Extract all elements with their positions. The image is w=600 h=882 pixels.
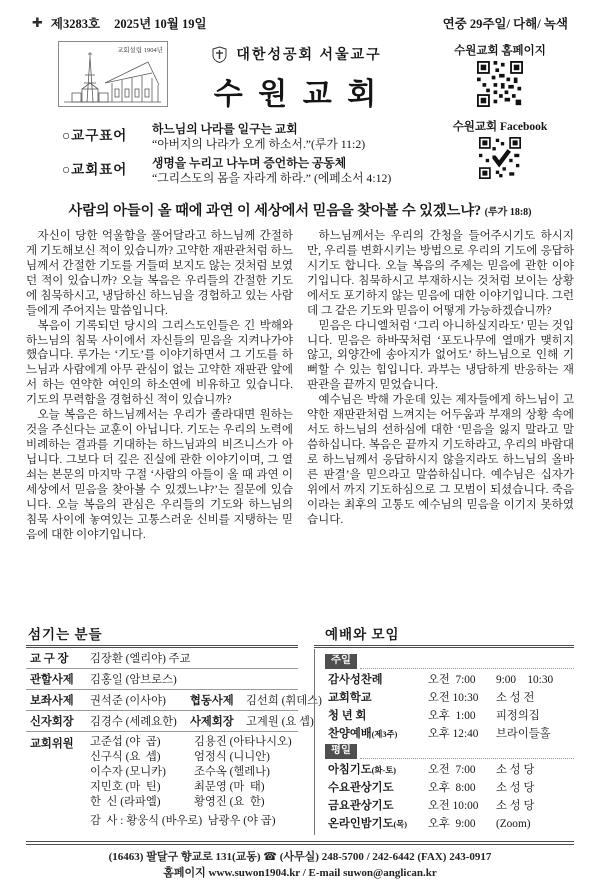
committee-member: 최문영 (마 태) <box>194 780 265 793</box>
role-label: 협동사제 <box>190 694 234 707</box>
facebook-qr-block <box>426 118 574 179</box>
weekday-badge: 평일 <box>325 744 357 759</box>
liturgical-season: 연중 29주일/ 다해/ 녹색 <box>442 17 568 31</box>
worship-title: 예배와 모임 <box>314 623 574 648</box>
role-value: 김선희 (휘데스) <box>246 694 322 707</box>
sunday-badge: 주일 <box>325 654 357 669</box>
weekday-badge-row <box>325 744 574 759</box>
role-value: 김장환 (엘리야) 주교 <box>90 652 191 665</box>
role-value: 김경수 (세례요한) <box>90 715 177 728</box>
homepage-qr-code-icon <box>477 61 523 107</box>
sermon-left-column <box>26 229 293 621</box>
committee-member: 이수자 (모니카) <box>90 765 166 778</box>
sermon-right-column <box>307 229 574 621</box>
footer-phone: (사무실) 248-5700 / 242-6442 (FAX) 243-0917 <box>279 850 492 863</box>
worship-name: 온라인밤기도(목) <box>328 817 408 830</box>
church-slogan-verse: “그리스도의 몸을 자라게 하라.” (에페소서 4:12) <box>152 171 392 186</box>
dotted-divider <box>360 657 574 669</box>
paragraph: 복음이 기록되던 당시의 그리스도인들은 긴 박해와 하느님의 침묵 사이에서 자신들의 믿음을 지켜나가야 했습니다. 루가는 ‘기도’를 이야기하면서 그 기도를 하느님과 사람에게 아무 관심이 없는 고약한 재판관 앞에서 하는 연약한 여인의 하소연에 비유하고 있습니다. 기도의 무력함을 경험하신 적이 있습니까? <box>26 319 293 407</box>
worship-name: 금요관상기도 <box>328 799 394 812</box>
footer-address-line <box>26 849 574 866</box>
diocese-slogan-headline: 하느님의 나라를 일구는 교회 <box>152 122 298 136</box>
facebook-qr-label: 수원교회 Facebook <box>452 121 548 133</box>
church-slogan-label: ○교회표어 <box>62 162 128 178</box>
committee-member: 지민호 (마 틴) <box>90 780 161 793</box>
worship-place: 소 성 전 <box>496 691 535 704</box>
church-name: 수 원 교 회 <box>213 78 381 111</box>
footer-address: (16463) 팔달구 향교로 131(교동) <box>108 850 261 863</box>
masthead <box>26 41 574 191</box>
worship-place: (Zoom) <box>496 817 531 830</box>
committee-member: 신구식 (요 셉) <box>90 750 161 763</box>
worship-place: 9:00 10:30 <box>496 673 554 686</box>
issue-number: 제3283호 <box>50 17 101 31</box>
committee-member: 고준섭 (야 곱) <box>90 735 161 748</box>
role-label: 관할사제 <box>30 673 74 686</box>
footer-web-line: 홈페이지 www.suwon1904.kr / E-mail suwon@anglican.kr <box>163 867 437 880</box>
committee-members <box>90 735 292 810</box>
role-value: 고계원 (요 셉) <box>246 715 314 728</box>
worship-name: 아침기도(화-토) <box>328 763 396 776</box>
worship-place: 소 성 당 <box>496 799 535 812</box>
issue-date: 2025년 10월 19일 <box>114 17 207 31</box>
role-value: 권석준 (이사야) <box>90 694 166 707</box>
worship-row <box>325 706 574 724</box>
table-row <box>26 648 298 669</box>
committee-member: 김용진 (아타나시오) <box>194 735 292 748</box>
worship-row <box>325 670 574 688</box>
paragraph: 하느님께서는 우리의 간청을 들어주시기도 하시지만, 우리를 변화시키는 방법으로 우리의 기도에 응답하시기도 합니다. 오늘 복음의 주제는 믿음에 관한 이야기입니다. 침묵하시고 부재하시는 것처럼 보이는 상황에서도 포기하지 않는 믿음에 대한 이야기입니다. 그런데 그 같은 기도와 믿음이 어떻게 가능하겠습니까? <box>307 229 574 317</box>
church-slogan-headline: 생명을 누리고 나누며 증언하는 공동체 <box>152 156 347 171</box>
table-row <box>26 690 322 711</box>
role-label: 사제회장 <box>190 715 234 728</box>
sermon-title <box>26 200 574 220</box>
role-label: 신자회장 <box>30 715 74 728</box>
homepage-qr-label: 수원교회 홈페이지 <box>454 45 546 57</box>
bottom-section <box>26 623 574 835</box>
worship-name: 수요관상기도 <box>328 781 394 794</box>
worship-time: 오전 7:00 <box>428 763 476 776</box>
worship-time: 오후 9:00 <box>428 817 476 830</box>
auditors-row: 감 사 : 황웅식 (바우로) 남광우 (야 곱) <box>90 815 276 828</box>
cross-icon: ✚ <box>32 15 43 31</box>
worship-time: 오전 10:00 <box>428 799 479 812</box>
worship-row <box>325 724 574 742</box>
table-row <box>26 711 314 732</box>
worship-row <box>325 760 574 778</box>
worship-name: 교회학교 <box>328 691 372 704</box>
diocese-slogan-verse: “아버지의 나라가 오게 하소서.”(루가 11:2) <box>152 136 366 151</box>
committee-member: 엄정식 (니니안) <box>194 750 270 763</box>
worship-place: 소 성 당 <box>496 763 535 776</box>
logo-caption: 교회설립 1904년 <box>116 47 163 54</box>
diocese-name: 대한성공회 서울교구 <box>236 48 382 63</box>
committee-member: 한 신 (라파엘) <box>90 795 161 808</box>
role-value: 김홍일 (암브로스) <box>90 673 177 686</box>
sunday-badge-row <box>325 654 574 669</box>
role-label: 보좌사제 <box>30 694 74 707</box>
church-building-icon <box>60 49 165 105</box>
worship-time: 오후 12:40 <box>428 727 479 740</box>
sermon-body <box>26 229 574 621</box>
sermon-title-reference: (루가 18:8) <box>484 206 532 218</box>
footer <box>26 841 574 882</box>
worship-time: 오전 10:30 <box>428 691 479 704</box>
facebook-qr-code-icon <box>479 137 521 179</box>
worship-row <box>325 796 574 814</box>
worship-body <box>314 649 574 835</box>
worship-place: 소 성 당 <box>496 781 535 794</box>
role-label: 교 구 장 <box>30 652 69 665</box>
church-building-logo <box>58 41 168 107</box>
role-label: 교회위원 <box>30 737 74 750</box>
paragraph: 믿음은 다니엘처럼 ‘그리 아니하실지라도’ 믿는 것입니다. 믿음은 하바꾹처럼 ‘포도나무에 열매가 맺히지 않고, 외양간에 송아지가 없어도’ 하느님으로 인해 기뻐할 수 있는 힘입니다. 과부는 냉담하게 반응하는 재판관을 끝까지 믿었습니다. <box>307 319 574 392</box>
diocese-emblem-icon <box>212 46 227 63</box>
worship-name: 찬양예배(제3주) <box>328 727 398 740</box>
diocese-slogan-label: ○교구표어 <box>62 128 128 143</box>
slogans <box>26 122 426 186</box>
qr-column <box>426 41 574 191</box>
worship-name: 청 년 회 <box>328 709 367 722</box>
worship-name: 감사성찬례 <box>328 673 383 686</box>
worship-section <box>314 623 574 835</box>
worship-time: 오후 8:00 <box>428 781 476 794</box>
servants-title: 섬기는 분들 <box>26 623 298 648</box>
servants-section <box>26 623 322 829</box>
paragraph: 예수님은 박해 가운데 있는 제자들에게 하느님이 고약한 재판관처럼 느껴지는 어두움과 부재의 상황 속에서도 하느님의 선하심에 대한 ‘믿음을 잃지 말라고 말씀하십니다. 복음은 끝까지 기도하라고, 우리의 바람대로 하느님께서 응답하시지 않을지라도 하느님의 올바른 판결’을 믿으라고 말씀하십니다. 예수님은 십자가 위에서 까지 기도하심으로 그 모범이 되셨습니다. 죽음이라는 최후의 고통도 예수님의 믿음을 이기지 못하였습니다. <box>307 394 574 526</box>
diocese-slogan-row <box>62 122 426 151</box>
church-slogan-row <box>62 156 426 185</box>
committee-member: 황영진 (요 한) <box>194 795 265 808</box>
homepage-qr-block <box>426 42 574 107</box>
worship-time: 오전 7:00 <box>428 673 476 686</box>
sermon-title-text: 사람의 아들이 올 때에 과연 이 세상에서 믿음을 찾아볼 수 있겠느냐? <box>68 202 482 219</box>
worship-place: 피정의집 <box>496 709 540 722</box>
worship-place: 브라이들홀 <box>496 727 551 740</box>
phone-icon: ☎ <box>263 849 277 863</box>
paragraph: 오늘 복음은 하느님께서는 우리가 졸라대면 원하는 것을 주신다는 교훈이 아닙니다. 기도는 우리의 노력에 비례하는 결과를 기대하는 하느님과의 비즈니스가 아닙니다. 그보다 더 깊은 진실에 관한 이야기이며, 그 열쇠는 본문의 마지막 구절 ‘사람의 아들이 올 때 과연 이 세상에서 믿음을 찾아볼 수 있겠느냐?’는 질문에 있습니다. 오늘 복음의 관심은 우리들의 기도와 하느님의 침묵 사이에 놓여있는 고통스러운 신비를 지탱하는 믿음에 대한 이야기입니다. <box>26 409 293 541</box>
dotted-divider <box>360 747 574 759</box>
table-row <box>26 669 298 690</box>
worship-time: 오후 1:00 <box>428 709 476 722</box>
worship-row <box>325 814 574 832</box>
committee-block <box>26 732 298 810</box>
paragraph: 자신이 당한 억울함을 풀어달라고 하느님께 간절하게 기도해보신 적이 있습니까? 고약한 재판관처럼 하느님께서 간절한 기도를 거들떠 보지도 않는 것처럼 보였던 적이 있습니까? 오늘 복음은 우리들의 간절한 기도에 침묵하시고, 냉담하신 하느님을 경험하고 있는 사람들에게 주어지는 말씀입니다. <box>26 229 293 317</box>
top-info-bar <box>26 14 574 32</box>
committee-member: 조수옥 (헬레나) <box>194 765 270 778</box>
worship-row <box>325 778 574 796</box>
worship-row <box>325 688 574 706</box>
